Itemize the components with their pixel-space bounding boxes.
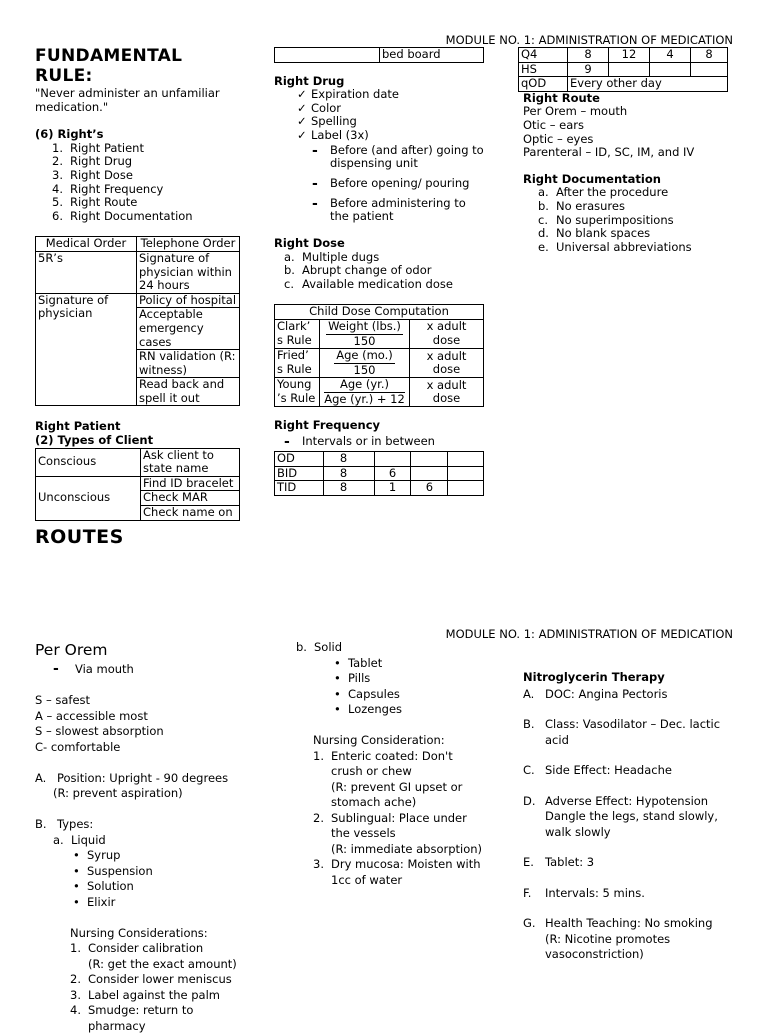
solid-nc-continuation: (R: immediate absorption): [313, 842, 506, 858]
per-orem-title: Per Orem: [35, 640, 275, 660]
hs-blank-2: [650, 62, 691, 77]
right-route-title: Right Route: [518, 92, 733, 106]
right-item-text: Right Patient: [70, 142, 144, 156]
q-table: [518, 47, 728, 92]
hs-blank-3: [691, 62, 728, 77]
dose-item: [284, 251, 484, 265]
doc-item-marker: d.: [538, 227, 556, 241]
drug-check-item-marker: ✓: [297, 115, 311, 129]
order-header-medical: Medical Order: [36, 237, 137, 252]
doc-item-marker: e.: [538, 241, 556, 255]
freq-cell: 8: [323, 481, 374, 496]
documentation-list: [518, 186, 733, 254]
nitro-item-label: G.: [523, 916, 545, 963]
nitro-item-line: vasoconstriction): [545, 947, 713, 963]
nitro-item-body: [545, 687, 668, 703]
freq-cell: 8: [323, 452, 374, 467]
freq-cell: 8: [323, 466, 374, 481]
solid-type-item-marker: •: [334, 671, 348, 687]
frequency-dash-item: [274, 435, 484, 449]
freq-cell: 1: [374, 481, 411, 496]
clark-rule: Clark’ s Rule: [275, 319, 320, 348]
fried-numerator: Age (mo.): [334, 349, 395, 364]
nitro-item-label: E.: [523, 855, 545, 871]
page2-header: MODULE NO. 1: ADMINISTRATION OF MEDICATION: [446, 627, 733, 641]
nitro-item: [523, 916, 738, 963]
solid-list: [296, 656, 506, 718]
page2-col1: [35, 640, 275, 1034]
liquid-item: [35, 833, 275, 849]
freq-cell: OD: [275, 452, 324, 467]
route-item: Otic – ears: [523, 119, 733, 133]
types-label: B.: [35, 817, 57, 833]
nitro-item-line: Health Teaching: No smoking: [545, 916, 713, 932]
solid-type-item-text: Pills: [348, 671, 370, 687]
nitro-item-label: F.: [523, 886, 545, 902]
nitro-item: [523, 763, 738, 779]
right-item-text: Right Documentation: [70, 210, 193, 224]
freq-cell: 6: [374, 466, 411, 481]
right-item-text: Right Dose: [70, 169, 133, 183]
liquid-nc-reason: (R: get the exact amount): [70, 957, 275, 973]
solid-text: Solid: [314, 640, 342, 656]
young-numerator: Age (yr.): [324, 378, 405, 393]
nitro-item-body: [545, 916, 713, 963]
doc-item: [538, 241, 733, 255]
dose-item-marker: b.: [284, 264, 302, 278]
solid-type-item-marker: •: [334, 656, 348, 672]
nitro-item-label: C.: [523, 763, 545, 779]
liquid-nc-item: [70, 988, 275, 1004]
doc-item-text: Universal abbreviations: [556, 241, 692, 255]
nitro-item-body: [545, 886, 645, 902]
client-check-name: Check name on: [141, 506, 240, 521]
order-policy: Policy of hospital: [137, 293, 240, 308]
liquid-type-item-marker: •: [73, 848, 87, 864]
child-dose-title: Child Dose Computation: [275, 305, 484, 320]
nitro-item-line: Intervals: 5 mins.: [545, 886, 645, 902]
nitro-title: Nitroglycerin Therapy: [523, 670, 738, 686]
nitro-item-line: Adverse Effect: Hypotension: [545, 794, 718, 810]
freq-cell: [448, 466, 484, 481]
right-item-marker: 1.: [52, 142, 70, 156]
frequency-dash-text: Intervals or in between: [302, 435, 435, 449]
clark-x-adult: x adult dose: [410, 319, 484, 348]
fundamental-rule-title: FUNDAMENTAL RULE:: [35, 46, 245, 86]
liquid-type-item: [73, 864, 275, 880]
client-find-id: Find ID bracelet: [141, 476, 240, 491]
right-item-text: Right Frequency: [70, 183, 163, 197]
young-denominator: Age (yr.) + 12: [324, 393, 405, 407]
child-dose-table: [274, 304, 484, 407]
fried-x-adult: x adult dose: [410, 349, 484, 378]
solid-nc-item-marker: 2.: [313, 811, 331, 827]
dash-bullet: -: [53, 662, 75, 678]
sass-item: C- comfortable: [35, 740, 275, 756]
page1-col3: [518, 47, 733, 254]
liquid-type-item-text: Syrup: [87, 848, 120, 864]
via-mouth-item: [35, 662, 275, 678]
rights-title: (6) Right’s: [35, 128, 245, 142]
q4-v2: 12: [609, 48, 650, 63]
right-item-marker: 6.: [52, 210, 70, 224]
solid-label: b.: [296, 640, 314, 656]
right-item: [52, 196, 245, 210]
q4-v4: 8: [691, 48, 728, 63]
sass-item: A – accessible most: [35, 709, 275, 725]
fried-fraction: [334, 349, 395, 377]
solid-nc-item-marker: 3.: [313, 857, 331, 873]
liquid-type-item-marker: •: [73, 895, 87, 911]
drug-check-item: [297, 115, 484, 129]
right-item-marker: 3.: [52, 169, 70, 183]
label-dash-item: [312, 177, 484, 191]
liquid-type-item-marker: •: [73, 864, 87, 880]
dose-item: [284, 278, 484, 292]
solid-nc-item-text: Dry mucosa: Moisten with: [331, 857, 481, 873]
label-dash-item: [312, 197, 484, 224]
solid-nc-item-marker: 1.: [313, 749, 331, 765]
liquid-type-item-marker: •: [73, 879, 87, 895]
spacer: [523, 779, 738, 794]
bed-board-table: [274, 47, 484, 63]
liquid-type-item-text: Suspension: [87, 864, 153, 880]
solid-nc-continuation: crush or chew: [313, 764, 506, 780]
nitro-item-label: A.: [523, 687, 545, 703]
liquid-type-item-text: Elixir: [87, 895, 115, 911]
q4-v1: 8: [568, 48, 609, 63]
right-item-marker: 5.: [52, 196, 70, 210]
doc-item: [538, 227, 733, 241]
right-item: [52, 169, 245, 183]
route-item: Per Orem – mouth: [523, 105, 733, 119]
young-rule: Young ’s Rule: [275, 378, 320, 407]
nitro-item-line: DOC: Angina Pectoris: [545, 687, 668, 703]
route-item: Optic – eyes: [523, 133, 733, 147]
solid-type-item-marker: •: [334, 702, 348, 718]
liquid-label: a.: [53, 833, 71, 849]
liquid-nc-item-marker: 2.: [70, 972, 88, 988]
freq-cell: [374, 452, 411, 467]
doc-item-text: After the procedure: [556, 186, 668, 200]
position-text: Position: Upright - 90 degrees: [57, 771, 228, 787]
liquid-nc-item-marker: 4.: [70, 1003, 88, 1019]
liquid-type-item-text: Solution: [87, 879, 134, 895]
dose-item-text: Multiple dugs: [302, 251, 379, 265]
dose-item-marker: c.: [284, 278, 302, 292]
hs-label: HS: [519, 62, 568, 77]
order-rn-validation: RN validation (R: witness): [137, 350, 240, 378]
qod-value: Every other day: [568, 77, 728, 92]
solid-nc-item: [313, 811, 506, 827]
page1-col2: [274, 47, 484, 496]
label-dash-item-marker: -: [312, 144, 330, 171]
bed-board-cell: bed board: [380, 48, 484, 63]
order-signature-within: Signature of physician within 24 hours: [137, 251, 240, 293]
solid-type-item: [314, 656, 506, 672]
order-signature-physician: Signature of physician: [36, 293, 137, 406]
doc-item: [538, 200, 733, 214]
solid-nc-continuation: (R: prevent GI upset or: [313, 780, 506, 796]
liquid-nc-item: [70, 972, 275, 988]
nitro-item-line: Dangle the legs, stand slowly,: [545, 809, 718, 825]
right-item: [52, 183, 245, 197]
dose-item-text: Abrupt change of odor: [302, 264, 431, 278]
page1-header: MODULE NO. 1: ADMINISTRATION OF MEDICATION: [446, 33, 733, 47]
page1-col1: [35, 46, 245, 548]
solid-nc-continuation: stomach ache): [313, 795, 506, 811]
liquid-nc-item-text: Smudge: return to: [88, 1003, 193, 1019]
drug-check-item-marker: ✓: [297, 129, 311, 143]
label-dashes: [274, 144, 484, 224]
nitro-item-line: (R: Nicotine promotes: [545, 932, 713, 948]
dose-list: [274, 251, 484, 292]
client-ask-name: Ask client to state name: [141, 448, 240, 476]
solid-type-item-marker: •: [334, 687, 348, 703]
nitro-item: [523, 886, 738, 902]
spacer: [523, 901, 738, 916]
drug-check-item-text: Label (3x): [311, 129, 369, 143]
nitro-item-body: [545, 855, 594, 871]
liquid-nc-item-text: Consider calibration: [88, 941, 203, 957]
nitro-item: [523, 855, 738, 871]
freq-cell: [448, 452, 484, 467]
sass-item: S – safest: [35, 693, 275, 709]
freq-cell: 6: [411, 481, 448, 496]
drug-check-item-text: Spelling: [311, 115, 357, 129]
label-dash-item-text: Before administering to the patient: [330, 197, 484, 224]
sass-item: S – slowest absorption: [35, 724, 275, 740]
solid-type-item-text: Tablet: [348, 656, 382, 672]
freq-cell: [411, 452, 448, 467]
freq-cell: [411, 466, 448, 481]
q4-label: Q4: [519, 48, 568, 63]
rights-list: [35, 142, 245, 224]
position-label: A.: [35, 771, 57, 787]
nitro-item-body: [545, 763, 672, 779]
doc-item-marker: a.: [538, 186, 556, 200]
doc-item-text: No blank spaces: [556, 227, 650, 241]
spacer: [523, 748, 738, 763]
via-mouth-text: Via mouth: [75, 662, 134, 678]
liquid-nc-item-marker: 1.: [70, 941, 88, 957]
solid-type-item: [314, 702, 506, 718]
routes-title: ROUTES: [35, 526, 245, 548]
liquid-nc-item-text: Consider lower meniscus: [88, 972, 232, 988]
clark-numerator: Weight (lbs.): [326, 320, 403, 335]
page2-col3: [523, 670, 738, 963]
doc-item-marker: b.: [538, 200, 556, 214]
right-item-text: Right Drug: [70, 155, 132, 169]
drug-checks: [274, 88, 484, 142]
solid-nc-item: [313, 749, 506, 765]
order-read-back: Read back and spell it out: [137, 378, 240, 406]
right-item: [52, 142, 245, 156]
hs-v1: 9: [568, 62, 609, 77]
frequency-table: [274, 451, 484, 496]
label-dash-item-marker: -: [312, 177, 330, 191]
liquid-nc-item-text: Label against the palm: [88, 988, 220, 1004]
doc-item-text: No erasures: [556, 200, 625, 214]
order-acceptable: Acceptable emergency cases: [137, 308, 240, 350]
nitro-item-label: D.: [523, 794, 545, 841]
right-dose-title: Right Dose: [274, 237, 484, 251]
solid-type-item: [314, 687, 506, 703]
liquid-nc-item-marker: 3.: [70, 988, 88, 1004]
nitro-item-line: acid: [545, 733, 720, 749]
solid-nc-list: [296, 749, 506, 889]
drug-check-item: [297, 88, 484, 102]
nitro-item-line: Tablet: 3: [545, 855, 594, 871]
drug-check-item-marker: ✓: [297, 88, 311, 102]
liquid-text: Liquid: [71, 833, 106, 849]
nitro-item-line: Class: Vasodilator – Dec. lactic: [545, 717, 720, 733]
right-item-marker: 4.: [52, 183, 70, 197]
liquid-type-item: [73, 895, 275, 911]
solid-nc-title: Nursing Consideration:: [296, 733, 506, 749]
dose-item-marker: a.: [284, 251, 302, 265]
dose-item-text: Available medication dose: [302, 278, 453, 292]
route-item: Parenteral – ID, SC, IM, and IV: [523, 146, 733, 160]
right-drug-title: Right Drug: [274, 75, 484, 89]
drug-check-item-marker: ✓: [297, 102, 311, 116]
freq-cell: TID: [275, 481, 324, 496]
nitro-item: [523, 794, 738, 841]
solid-nc-continuation: the vessels: [313, 826, 506, 842]
solid-type-item-text: Lozenges: [348, 702, 402, 718]
page2-col2: [296, 640, 506, 888]
young-x-adult: x adult dose: [410, 378, 484, 407]
nitro-item: [523, 687, 738, 703]
spacer: [523, 840, 738, 855]
spacer: [523, 702, 738, 717]
client-check-mar: Check MAR: [141, 491, 240, 506]
liquid-nc-item: [70, 941, 275, 957]
types-text: Types:: [57, 817, 93, 833]
drug-check-item-text: Expiration date: [311, 88, 399, 102]
routes-list: [518, 105, 733, 159]
nitro-item-line: Side Effect: Headache: [545, 763, 672, 779]
label-dash-item-marker: -: [312, 197, 330, 224]
bed-board-blank: [275, 48, 380, 63]
qod-label: qOD: [519, 77, 568, 92]
label-dash-item: [312, 144, 484, 171]
hs-blank-1: [609, 62, 650, 77]
right-documentation-title: Right Documentation: [518, 173, 733, 187]
nitro-item: [523, 717, 738, 748]
drug-check-item: [297, 129, 484, 143]
nitro-item-body: [545, 717, 720, 748]
solid-item: [296, 640, 506, 656]
liquid-type-item: [73, 879, 275, 895]
clark-fraction: [326, 320, 403, 348]
dash-bullet: -: [284, 435, 302, 449]
drug-check-item-text: Color: [311, 102, 341, 116]
position-item: [35, 771, 275, 787]
spacer: [523, 871, 738, 886]
q4-v3: 4: [650, 48, 691, 63]
solid-nc-item-text: Enteric coated: Don't: [331, 749, 453, 765]
solid-nc-item: [313, 857, 506, 873]
types-item: [35, 817, 275, 833]
liquid-nc-list: [35, 941, 275, 1034]
nitro-list: [523, 686, 738, 963]
clark-denominator: 150: [326, 335, 403, 349]
solid-type-item: [314, 671, 506, 687]
types-of-client-title: (2) Types of Client: [35, 434, 245, 448]
nitro-item-label: B.: [523, 717, 545, 748]
right-item: [52, 210, 245, 224]
solid-nc-continuation: 1cc of water: [313, 873, 506, 889]
solid-type-item-text: Capsules: [348, 687, 400, 703]
liquid-nc-item: [70, 1003, 275, 1019]
label-dash-item-text: Before opening/ pouring: [330, 177, 469, 191]
client-conscious: Conscious: [36, 448, 141, 476]
doc-item: [538, 214, 733, 228]
right-frequency-title: Right Frequency: [274, 419, 484, 433]
order-header-telephone: Telephone Order: [137, 237, 240, 252]
fried-denominator: 150: [334, 364, 395, 378]
nitro-item-body: [545, 794, 718, 841]
doc-item-text: No superimpositions: [556, 214, 674, 228]
nitro-item-line: walk slowly: [545, 825, 718, 841]
dose-item: [284, 264, 484, 278]
position-reason: (R: prevent aspiration): [35, 786, 275, 802]
solid-nc-item-text: Sublingual: Place under: [331, 811, 467, 827]
liquid-type-item: [73, 848, 275, 864]
fundamental-quote: "Never administer an unfamiliar medication.": [35, 87, 245, 114]
doc-item-marker: c.: [538, 214, 556, 228]
liquid-nc-continuation: pharmacy: [70, 1019, 275, 1034]
right-patient-title: Right Patient: [35, 420, 245, 434]
young-fraction: [324, 378, 405, 406]
liquid-list: [35, 848, 275, 910]
drug-check-item: [297, 102, 484, 116]
freq-cell: BID: [275, 466, 324, 481]
liquid-nc-title: Nursing Considerations:: [35, 926, 275, 942]
doc-item: [538, 186, 733, 200]
right-item: [52, 155, 245, 169]
fried-rule: Fried’ s Rule: [275, 349, 320, 378]
right-item-text: Right Route: [70, 196, 137, 210]
freq-cell: [448, 481, 484, 496]
right-item-marker: 2.: [52, 155, 70, 169]
sass-list: [35, 693, 275, 755]
label-dash-item-text: Before (and after) going to dispensing unit: [330, 144, 484, 171]
order-table: [35, 236, 240, 406]
order-5rs: 5R’s: [36, 251, 137, 293]
client-unconscious: Unconscious: [36, 476, 141, 520]
client-table: [35, 448, 240, 521]
